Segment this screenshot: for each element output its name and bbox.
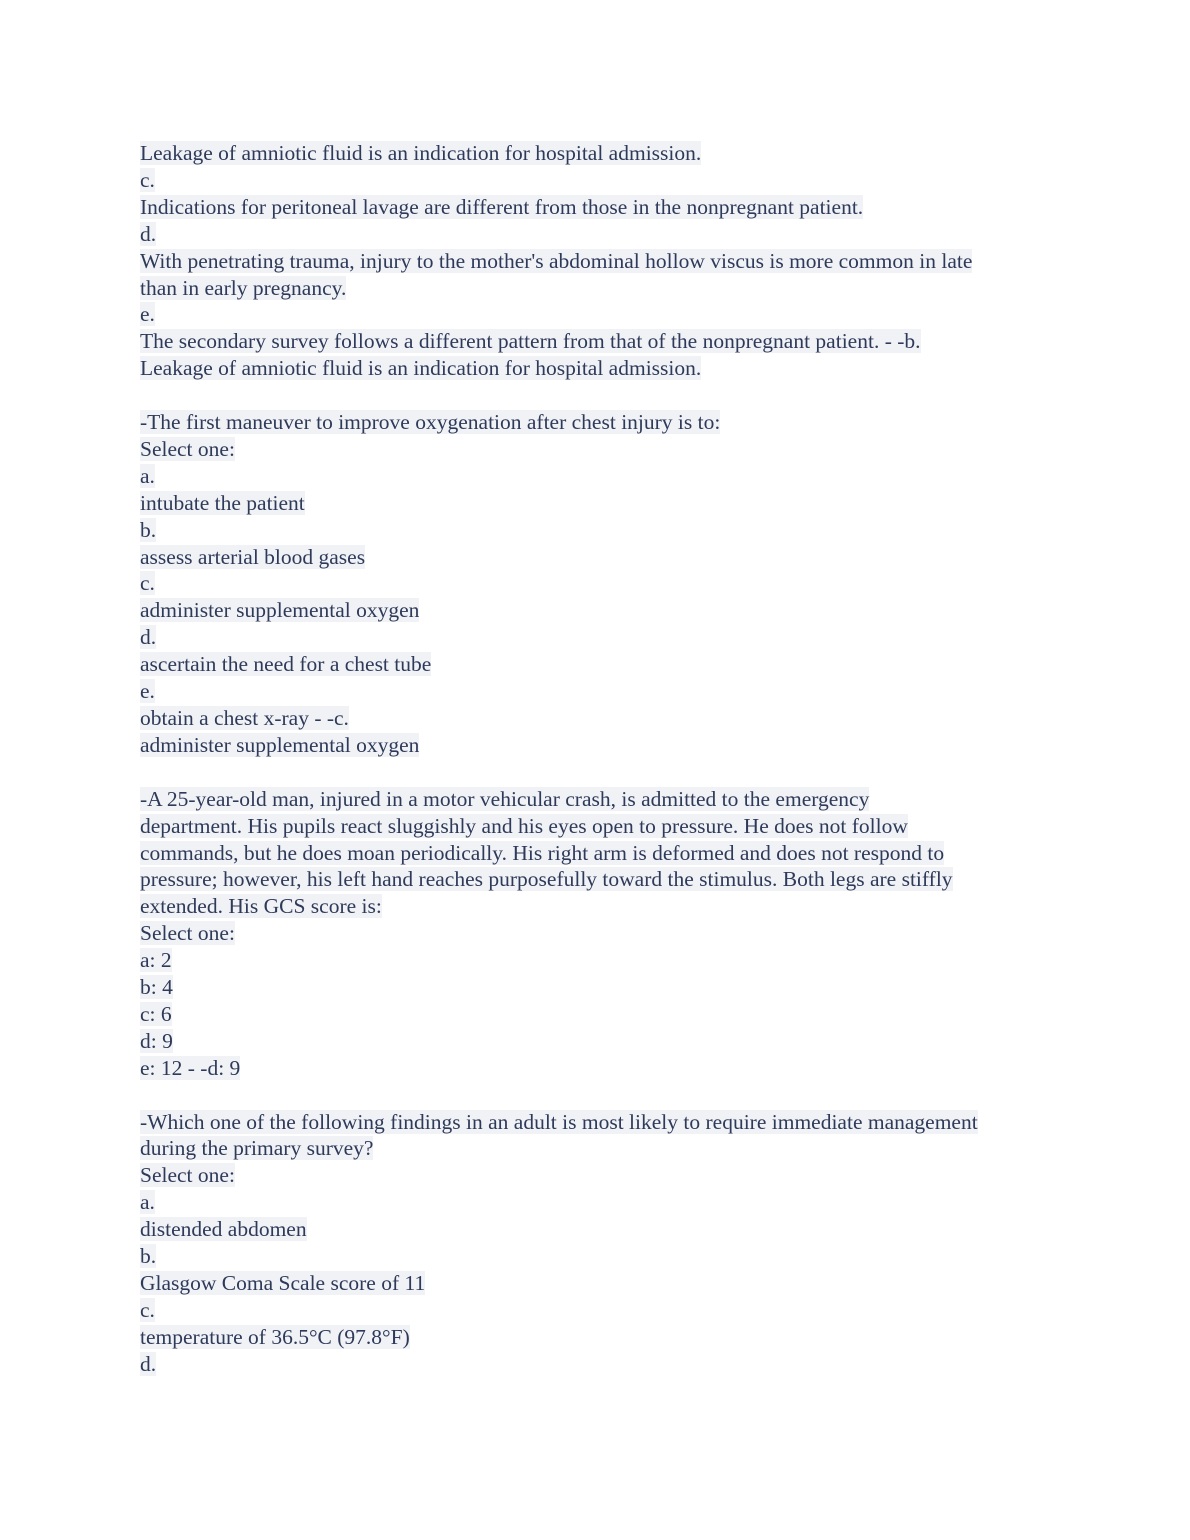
option: c: 6: [140, 1001, 172, 1026]
option-letter: d.: [140, 221, 157, 246]
question-gcs-score: [140, 786, 1060, 1082]
spacer: [140, 1082, 1060, 1109]
option-letter: c.: [140, 1297, 155, 1322]
option-text: assess arterial blood gases: [140, 544, 366, 569]
question-oxygenation: [140, 409, 1060, 759]
option-text: temperature of 36.5°C (97.8°F): [140, 1324, 410, 1349]
option-text-with-answer: obtain a chest x-ray - -c.: [140, 706, 349, 731]
answer-text: administer supplemental oxygen: [140, 732, 420, 757]
select-one-label: Select one:: [140, 1163, 235, 1188]
option-with-answer: e: 12 - -d: 9: [140, 1055, 241, 1080]
option-text: administer supplemental oxygen: [140, 598, 420, 623]
option-letter: a.: [140, 463, 155, 488]
option-letter: c.: [140, 167, 155, 192]
spacer: [140, 759, 1060, 786]
option-letter: e.: [140, 302, 155, 327]
answer-text: Leakage of amniotic fluid is an indication for hospital admission.: [140, 356, 702, 381]
option-text: Indications for peritoneal lavage are different from those in the nonpregnant patient.: [140, 194, 864, 219]
option-text: With penetrating trauma, injury to the mother's abdominal hollow viscus is more common in late: [140, 248, 973, 273]
question-stem-line: during the primary survey?: [140, 1136, 374, 1161]
select-one-label: Select one:: [140, 921, 235, 946]
option-letter: c.: [140, 571, 155, 596]
text-line: Leakage of amniotic fluid is an indication for hospital admission.: [140, 141, 702, 165]
question-stem-line: commands, but he does moan periodically. His right arm is deformed and does not respond to: [140, 840, 945, 865]
question-stem-line: extended. His GCS score is:: [140, 894, 382, 919]
option-letter: b.: [140, 517, 157, 542]
option-text: Glasgow Coma Scale score of 11: [140, 1271, 426, 1296]
select-one-label: Select one:: [140, 436, 235, 461]
option-letter: a.: [140, 1190, 155, 1215]
option-text: distended abdomen: [140, 1217, 307, 1242]
document-page: [140, 140, 1060, 1378]
option-letter: e.: [140, 679, 155, 704]
option-letter: d.: [140, 625, 157, 650]
spacer: [140, 382, 1060, 409]
option-letter: d.: [140, 1351, 157, 1376]
question-stem-line: -Which one of the following findings in an adult is most likely to require immediate management: [140, 1109, 978, 1134]
option: b: 4: [140, 975, 173, 1000]
question-stem: -The first maneuver to improve oxygenation after chest injury is to:: [140, 410, 721, 435]
option: a: 2: [140, 948, 172, 973]
question-stem-line: department. His pupils react sluggishly and his eyes open to pressure. He does not follow: [140, 813, 908, 838]
question-stem-line: -A 25-year-old man, injured in a motor vehicular crash, is admitted to the emergency: [140, 786, 870, 811]
question-primary-survey: [140, 1109, 1060, 1378]
previous-question-continuation: [140, 140, 1060, 382]
option-text: than in early pregnancy.: [140, 275, 347, 300]
option: d: 9: [140, 1028, 173, 1053]
option-text-with-answer: The secondary survey follows a different pattern from that of the nonpregnant patient. - -b.: [140, 329, 921, 354]
option-text: intubate the patient: [140, 490, 305, 515]
question-stem-line: pressure; however, his left hand reaches purposefully toward the stimulus. Both legs are stiffly: [140, 867, 953, 892]
option-text: ascertain the need for a chest tube: [140, 652, 432, 677]
option-letter: b.: [140, 1244, 157, 1269]
